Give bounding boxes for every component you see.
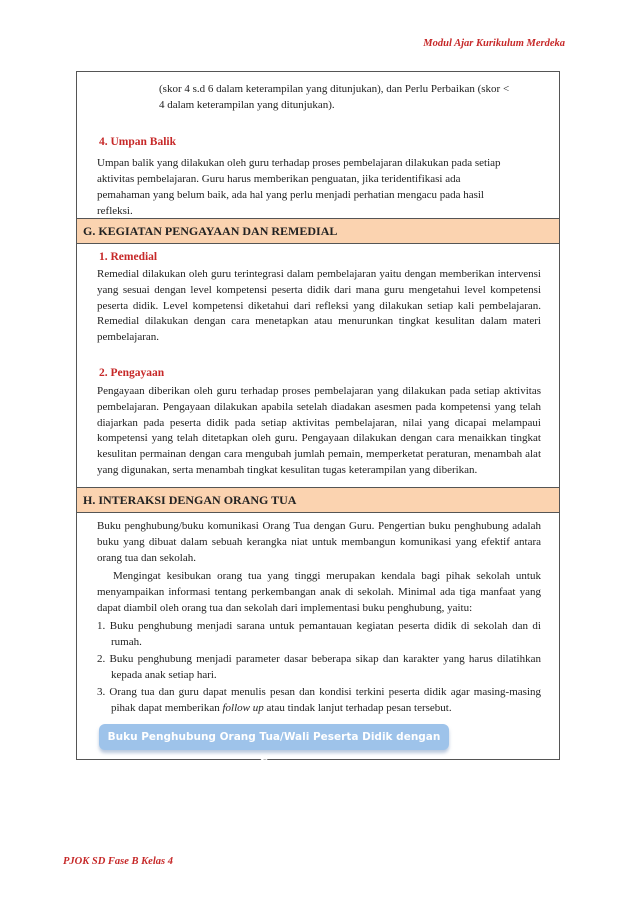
umpan-balik-line-3: pemahaman yang belum baik, ada hal yang perlu menjadi perhatian mengacu pada hasil: [97, 189, 484, 201]
list-item-3: [97, 685, 541, 717]
list-item-3-tail: atau tindak lanjut terhadap pesan tersebut.: [263, 701, 452, 714]
top-text-line-1: (skor 4 s.d 6 dalam keterampilan yang ditunjukan), dan Perlu Perbaikan (skor <: [159, 83, 510, 95]
header-title: Modul Ajar Kurikulum Merdeka: [423, 38, 565, 49]
remedial-text: Remedial dilakukan oleh guru terintegrasi dalam pembelajaran yaitu dengan memberikan intervensi yang sesuai dengan level kompetensi peserta didik dari mana guru mengetahui level kompetensi peserta didik. Level kompetensi diketahui dari refleksi yang dilakukan setiap kali pembelajaran. Remedial dilakukan dengan cara menetapkan atau menurunkan tingkat kesulitan dalam materi pembelajaran.: [97, 268, 541, 344]
umpan-balik-line-4: refleksi.: [97, 205, 133, 217]
umpan-balik-line-1: Umpan balik yang dilakukan oleh guru terhadap proses pembelajaran dilakukan pada setiap: [97, 157, 501, 169]
umpan-balik-title: 4. Umpan Balik: [99, 136, 177, 148]
section-h-header: H. INTERAKSI DENGAN ORANG TUA: [77, 487, 559, 513]
umpan-balik-line-2: aktivitas pembelajaran. Guru harus memberikan penguatan, jika teridentifikasi ada: [97, 173, 461, 185]
pengayaan-text: Pengayaan diberikan oleh guru terhadap proses pembelajaran yang dilakukan pada setiap aktivitas pembelajaran. Pengayaan dilakukan apabila setelah diadakan asesmen pada kompetensi yang telah diajarkan pada peserta didik pada setiap aktivitas pembelajaran, nilai yang dicapai melampaui kompetensi yang telah ditetapkan oleh guru. Pengayaan dilakukan dengan cara menaikkan tingkat kesulitan permainan dengan cara mengubah jumlah pemain, memperketat peraturan, menambah alat yang digunakan, serta menambah tingkat kesulitan tugas keterampilan yang diberikan.: [97, 385, 541, 476]
content-frame: [76, 71, 560, 769]
interaksi-para-2: Mengingat kesibukan orang tua yang tinggi merupakan kendala bagi pihak sekolah untuk menyampaikan informasi tentang perkembangan anak di sekolah. Minimal ada tiga manfaat yang dapat diambil oleh orang tua dan sekolah dari implementasi buku penghubung, yaitu:: [97, 570, 541, 614]
remedial-title: 1. Remedial: [99, 251, 158, 263]
list-item-3-text: 3. Orang tua dan guru dapat menulis pesan dan kondisi terkini peserta didik agar masing-masing pihak dapat memberikan: [97, 686, 541, 714]
buku-penghubung-banner: [99, 724, 449, 769]
follow-up-emphasis: follow up: [222, 701, 264, 714]
interaksi-para-1: Buku penghubung/buku komunikasi Orang Tua dengan Guru. Pengertian buku penghubung adalah buku yang dibuat dalam sebuah kerangka niat untuk membangun komunikasi yang efektif antara orang tua dan sekolah.: [97, 520, 541, 564]
banner-label: Buku Penghubung Orang Tua/Wali Peserta Didik dengan Guru: [107, 731, 441, 769]
list-item-2: 2. Buku penghubung menjadi parameter dasar beberapa sikap dan karakter yang harus dilatihkan kepada anak setiap hari.: [97, 653, 541, 681]
pengayaan-title: 2. Pengayaan: [99, 367, 165, 379]
list-item-1: 1. Buku penghubung menjadi sarana untuk pemantauan kegiatan peserta didik di sekolah dan di rumah.: [97, 620, 541, 648]
footer-text: PJOK SD Fase B Kelas 4: [63, 856, 173, 867]
top-text-line-2: 4 dalam keterampilan yang ditunjukan).: [159, 99, 335, 111]
section-g-header: G. KEGIATAN PENGAYAAN DAN REMEDIAL: [77, 218, 559, 244]
